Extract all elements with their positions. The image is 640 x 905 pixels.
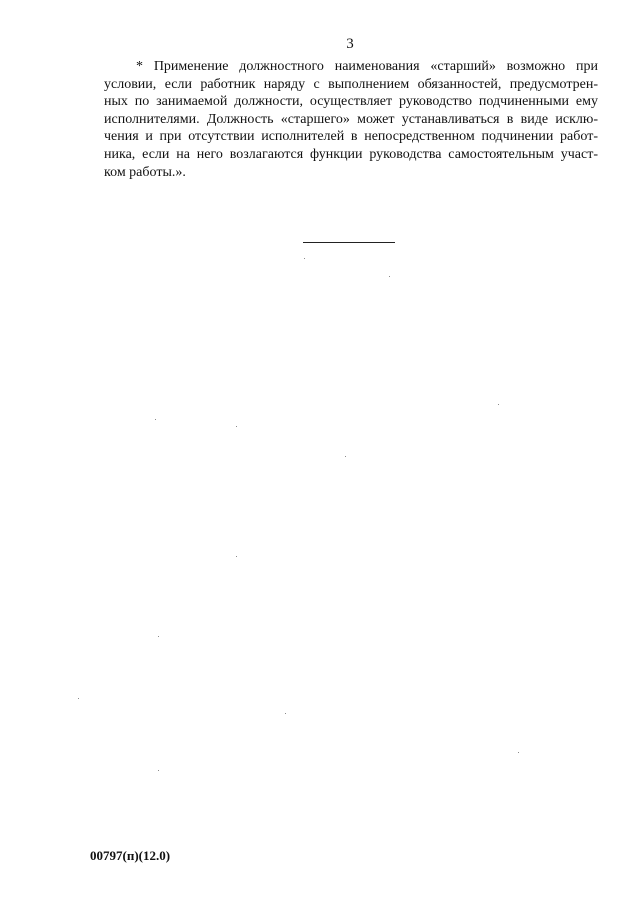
scan-speck bbox=[285, 713, 286, 714]
footnote-line: чения и при отсутствии исполнителей в непосредственном подчинении работ- bbox=[104, 129, 598, 145]
document-code: 00797(п)(12.0) bbox=[90, 848, 171, 863]
footnote-line: ника, если на него возлагаются функции руководства самостоятельным участ- bbox=[104, 146, 598, 162]
footnote-line: ком работы.». bbox=[104, 164, 186, 180]
scan-speck bbox=[155, 419, 156, 420]
scan-speck bbox=[236, 426, 237, 427]
footnote-line: ных по занимаемой должности, осуществляет руководство подчиненными ему bbox=[104, 94, 598, 110]
scan-speck bbox=[158, 770, 159, 771]
footnote-text bbox=[104, 58, 598, 181]
footnote-line: исполнителями. Должность «старшего» может устанавливаться в виде исклю- bbox=[104, 111, 598, 127]
scan-speck bbox=[158, 636, 159, 637]
footnote-line: условии, если работник наряду с выполнением обязанностей, предусмотрен- bbox=[104, 76, 598, 92]
scan-speck bbox=[345, 456, 346, 457]
scan-speck bbox=[389, 276, 390, 277]
scan-speck bbox=[236, 556, 237, 557]
footnote-line: * Применение должностного наименования «старший» возможно при bbox=[136, 59, 598, 74]
scan-speck bbox=[78, 698, 79, 699]
scan-speck bbox=[518, 752, 519, 753]
page-number: 3 bbox=[346, 36, 354, 52]
scan-speck bbox=[498, 404, 499, 405]
scan-speck bbox=[304, 258, 305, 259]
end-separator-line bbox=[303, 242, 395, 243]
